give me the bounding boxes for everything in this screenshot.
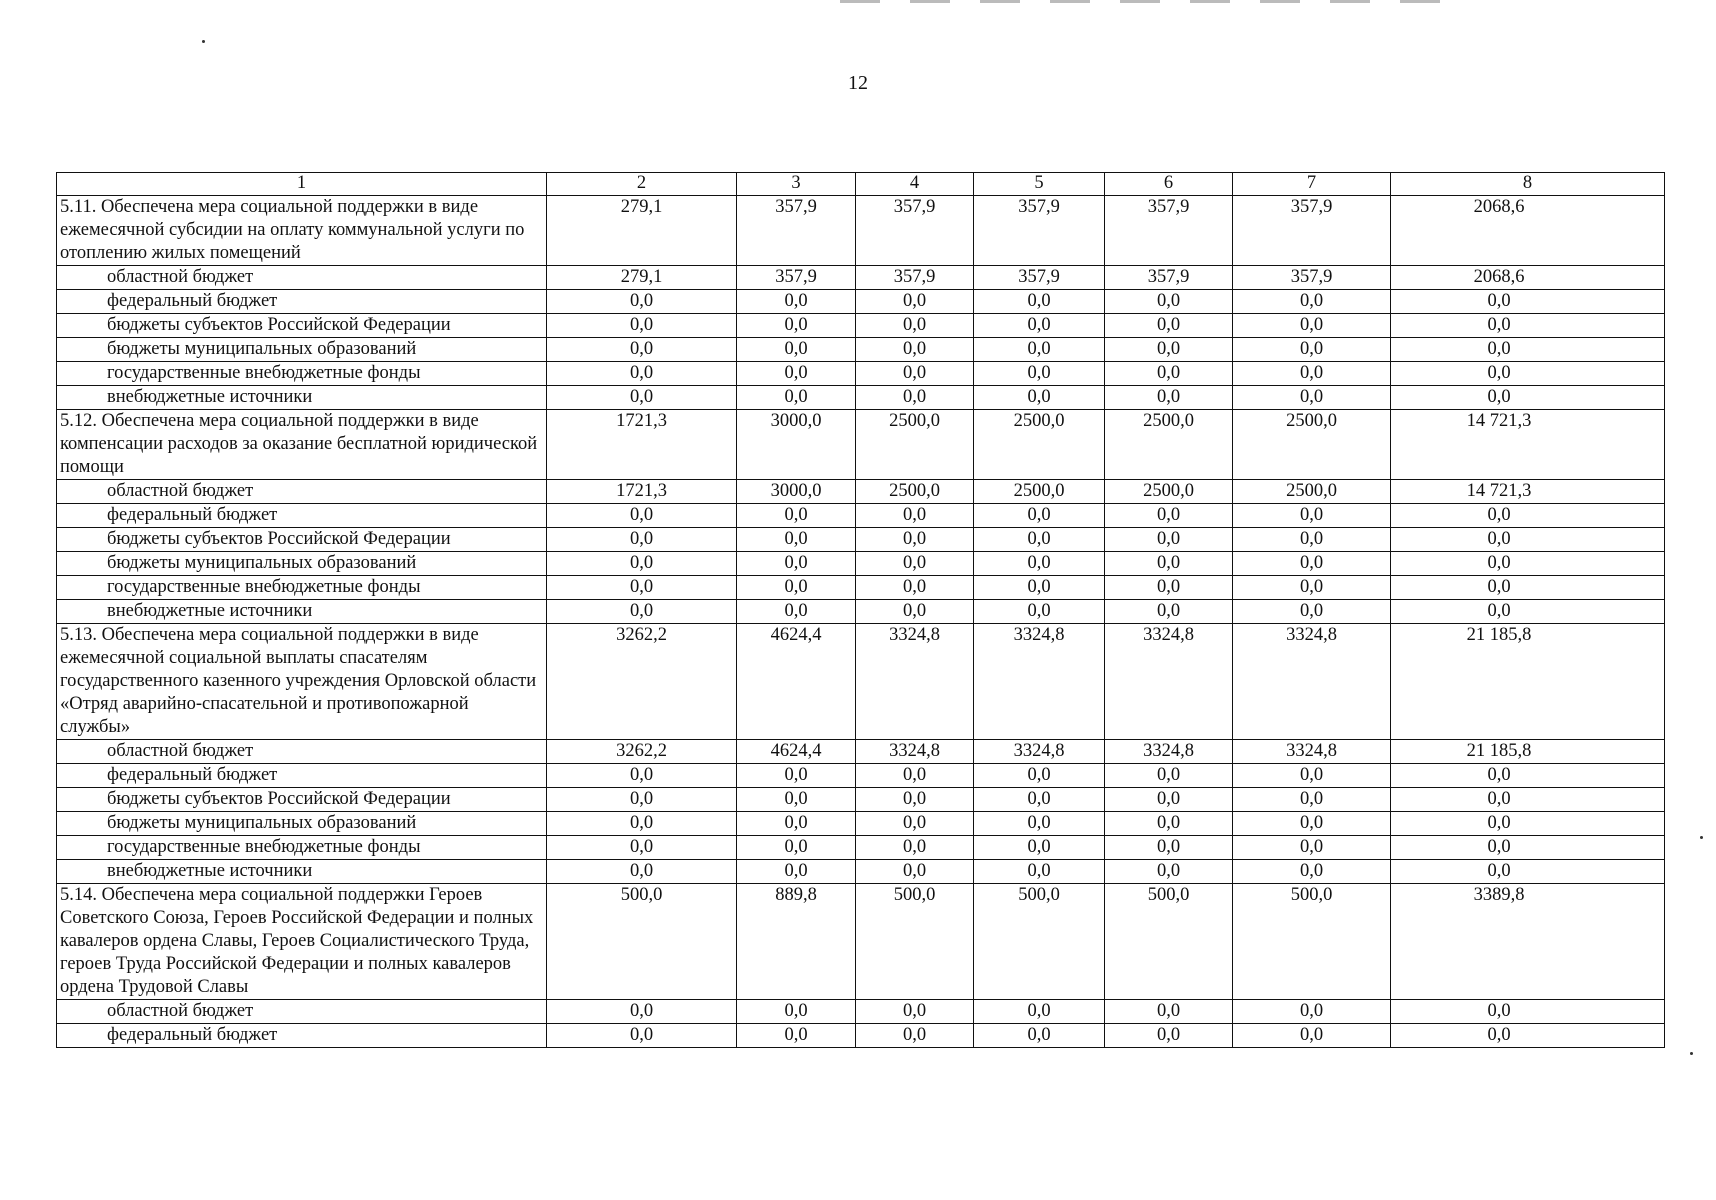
column-header: 2 <box>547 173 737 196</box>
table-cell-value: 3262,2 <box>547 624 737 740</box>
table-cell-value: 0,0 <box>1105 836 1233 860</box>
budget-source-label: областной бюджет <box>57 480 547 504</box>
table-cell-value: 0,0 <box>547 338 737 362</box>
table-cell-value: 0,0 <box>974 600 1105 624</box>
page-number: 12 <box>848 72 868 94</box>
table-cell-value: 0,0 <box>547 764 737 788</box>
budget-source-label: бюджеты субъектов Российской Федерации <box>57 788 547 812</box>
table-cell-value: 0,0 <box>1105 552 1233 576</box>
budget-source-label: областной бюджет <box>57 266 547 290</box>
table-cell-value: 0,0 <box>737 552 856 576</box>
table-cell-value: 0,0 <box>737 764 856 788</box>
table-cell-value: 0,0 <box>547 576 737 600</box>
table-cell-value: 0,0 <box>1391 1024 1665 1048</box>
table-cell-value: 2500,0 <box>1105 410 1233 480</box>
table-cell-value: 500,0 <box>547 884 737 1000</box>
table-cell-value: 0,0 <box>974 528 1105 552</box>
table-cell-value: 0,0 <box>1105 812 1233 836</box>
table-cell-value: 0,0 <box>737 600 856 624</box>
table-cell-value: 0,0 <box>1233 290 1391 314</box>
table-cell-value: 0,0 <box>974 812 1105 836</box>
budget-source-label: государственные внебюджетные фонды <box>57 576 547 600</box>
table-cell-value: 0,0 <box>1391 860 1665 884</box>
table-row-budget-source <box>57 812 1665 836</box>
table-cell-value: 500,0 <box>974 884 1105 1000</box>
budget-table <box>56 172 1665 1048</box>
table-cell-value: 0,0 <box>974 1024 1105 1048</box>
table-cell-value: 0,0 <box>974 386 1105 410</box>
table-cell-value: 0,0 <box>1233 362 1391 386</box>
table-row-budget-source <box>57 836 1665 860</box>
table-cell-value: 0,0 <box>1233 836 1391 860</box>
table-cell-value: 0,0 <box>737 1000 856 1024</box>
table-cell-value: 21 185,8 <box>1391 624 1665 740</box>
table-cell-value: 3324,8 <box>856 624 974 740</box>
table-cell-value: 0,0 <box>737 338 856 362</box>
table-cell-value: 0,0 <box>1391 528 1665 552</box>
table-cell-value: 3324,8 <box>1233 624 1391 740</box>
table-cell-value: 0,0 <box>1233 386 1391 410</box>
table-row-budget-source <box>57 504 1665 528</box>
table-cell-value: 0,0 <box>547 314 737 338</box>
table-cell-value: 0,0 <box>1233 528 1391 552</box>
table-cell-value: 0,0 <box>1233 764 1391 788</box>
table-cell-value: 0,0 <box>1391 600 1665 624</box>
table-cell-value: 0,0 <box>1391 1000 1665 1024</box>
table-cell-value: 0,0 <box>1105 600 1233 624</box>
column-header: 4 <box>856 173 974 196</box>
budget-source-label: государственные внебюджетные фонды <box>57 362 547 386</box>
budget-source-label: бюджеты муниципальных образований <box>57 338 547 362</box>
budget-source-label: бюджеты муниципальных образований <box>57 812 547 836</box>
table-cell-value: 0,0 <box>737 576 856 600</box>
table-cell-value: 0,0 <box>1105 1000 1233 1024</box>
table-cell-value: 0,0 <box>737 788 856 812</box>
table-cell-value: 0,0 <box>547 1024 737 1048</box>
table-cell-value: 0,0 <box>547 386 737 410</box>
table-cell-value: 0,0 <box>856 788 974 812</box>
table-cell-value: 357,9 <box>974 266 1105 290</box>
table-cell-value: 3000,0 <box>737 480 856 504</box>
table-cell-value: 500,0 <box>856 884 974 1000</box>
budget-source-label: федеральный бюджет <box>57 290 547 314</box>
table-cell-value: 0,0 <box>974 788 1105 812</box>
table-cell-value: 0,0 <box>974 764 1105 788</box>
table-cell-value: 0,0 <box>1391 788 1665 812</box>
table-cell-value: 0,0 <box>1233 600 1391 624</box>
table-cell-value: 0,0 <box>1105 314 1233 338</box>
table-cell-value: 357,9 <box>1105 196 1233 266</box>
budget-source-label: внебюджетные источники <box>57 600 547 624</box>
table-row-budget-source <box>57 860 1665 884</box>
table-cell-value: 3262,2 <box>547 740 737 764</box>
table-cell-value: 0,0 <box>1391 576 1665 600</box>
table-cell-value: 0,0 <box>1105 386 1233 410</box>
table-cell-value: 0,0 <box>856 338 974 362</box>
table-cell-value: 0,0 <box>856 764 974 788</box>
scan-artifact <box>202 40 205 43</box>
table-cell-value: 0,0 <box>547 362 737 386</box>
table-cell-value: 357,9 <box>974 196 1105 266</box>
table-cell-value: 0,0 <box>547 836 737 860</box>
table-cell-value: 1721,3 <box>547 480 737 504</box>
table-row-measure <box>57 410 1665 480</box>
scan-artifact <box>840 0 1440 3</box>
table-cell-value: 0,0 <box>1233 1024 1391 1048</box>
table-cell-value: 357,9 <box>1233 266 1391 290</box>
table-cell-value: 0,0 <box>547 504 737 528</box>
table-row-budget-source <box>57 740 1665 764</box>
table-row-measure <box>57 884 1665 1000</box>
table-cell-value: 0,0 <box>1391 290 1665 314</box>
table-cell-value: 0,0 <box>856 528 974 552</box>
table-cell-value: 0,0 <box>1105 1024 1233 1048</box>
table-row-measure <box>57 624 1665 740</box>
table-cell-value: 4624,4 <box>737 740 856 764</box>
table-cell-value: 0,0 <box>856 812 974 836</box>
table-cell-value: 3324,8 <box>974 624 1105 740</box>
column-header: 6 <box>1105 173 1233 196</box>
table-cell-value: 0,0 <box>1105 860 1233 884</box>
budget-source-label: бюджеты субъектов Российской Федерации <box>57 528 547 552</box>
scan-artifact <box>1690 1052 1693 1055</box>
table-row-budget-source <box>57 362 1665 386</box>
table-cell-value: 0,0 <box>1105 764 1233 788</box>
table-cell-value: 0,0 <box>856 552 974 576</box>
table-cell-value: 0,0 <box>737 812 856 836</box>
table-cell-value: 2068,6 <box>1391 266 1665 290</box>
table-cell-value: 0,0 <box>1233 788 1391 812</box>
table-cell-value: 0,0 <box>737 860 856 884</box>
table-cell-value: 0,0 <box>547 552 737 576</box>
budget-source-label: федеральный бюджет <box>57 504 547 528</box>
table-cell-value: 0,0 <box>1233 576 1391 600</box>
measure-description: 5.12. Обеспечена мера социальной поддержки в виде компенсации расходов за оказание бесплатной юридической помощи <box>57 410 547 480</box>
budget-source-label: областной бюджет <box>57 1000 547 1024</box>
budget-source-label: федеральный бюджет <box>57 764 547 788</box>
table-cell-value: 0,0 <box>737 504 856 528</box>
table-cell-value: 3324,8 <box>1105 740 1233 764</box>
table-cell-value: 0,0 <box>856 1000 974 1024</box>
column-header: 5 <box>974 173 1105 196</box>
budget-source-label: бюджеты муниципальных образований <box>57 552 547 576</box>
table-cell-value: 0,0 <box>856 860 974 884</box>
table-cell-value: 0,0 <box>547 1000 737 1024</box>
table-cell-value: 0,0 <box>1391 836 1665 860</box>
table-cell-value: 0,0 <box>974 552 1105 576</box>
table-row-measure <box>57 196 1665 266</box>
table-cell-value: 0,0 <box>547 528 737 552</box>
table-cell-value: 0,0 <box>547 860 737 884</box>
table-row-budget-source <box>57 338 1665 362</box>
table-cell-value: 0,0 <box>974 504 1105 528</box>
table-cell-value: 0,0 <box>1391 338 1665 362</box>
table-cell-value: 0,0 <box>1233 860 1391 884</box>
table-cell-value: 0,0 <box>1105 362 1233 386</box>
table-row-budget-source <box>57 290 1665 314</box>
column-header: 1 <box>57 173 547 196</box>
table-cell-value: 0,0 <box>856 1024 974 1048</box>
budget-source-label: внебюджетные источники <box>57 386 547 410</box>
table-cell-value: 3389,8 <box>1391 884 1665 1000</box>
table-cell-value: 0,0 <box>1233 504 1391 528</box>
table-cell-value: 0,0 <box>974 338 1105 362</box>
measure-description: 5.14. Обеспечена мера социальной поддержки Героев Советского Союза, Героев Российской Федерации и полных кавалеров ордена Славы, Героев Социалистического Труда, героев Труда Российской Федерации и полных кавалеров ордена Трудовой Славы <box>57 884 547 1000</box>
table-cell-value: 4624,4 <box>737 624 856 740</box>
table-cell-value: 0,0 <box>737 1024 856 1048</box>
table-cell-value: 0,0 <box>737 362 856 386</box>
table-cell-value: 0,0 <box>856 836 974 860</box>
table-cell-value: 3000,0 <box>737 410 856 480</box>
table-cell-value: 357,9 <box>1233 196 1391 266</box>
table-row-budget-source <box>57 1000 1665 1024</box>
table-cell-value: 2500,0 <box>856 410 974 480</box>
table-row-budget-source <box>57 314 1665 338</box>
measure-description: 5.13. Обеспечена мера социальной поддержки в виде ежемесячной социальной выплаты спасателям государственного казенного учреждения Орловской области «Отряд аварийно-спасательной и противопожарной службы» <box>57 624 547 740</box>
table-cell-value: 0,0 <box>737 314 856 338</box>
table-header-row <box>57 173 1665 196</box>
table-cell-value: 0,0 <box>1105 338 1233 362</box>
table-cell-value: 0,0 <box>1233 338 1391 362</box>
table-cell-value: 357,9 <box>1105 266 1233 290</box>
table-cell-value: 0,0 <box>974 836 1105 860</box>
table-cell-value: 0,0 <box>1391 386 1665 410</box>
table-cell-value: 0,0 <box>856 290 974 314</box>
table-cell-value: 0,0 <box>856 600 974 624</box>
table-cell-value: 0,0 <box>974 362 1105 386</box>
table-cell-value: 0,0 <box>1391 504 1665 528</box>
table-cell-value: 357,9 <box>737 266 856 290</box>
budget-source-label: федеральный бюджет <box>57 1024 547 1048</box>
table-cell-value: 2500,0 <box>974 480 1105 504</box>
table-cell-value: 500,0 <box>1233 884 1391 1000</box>
table-cell-value: 0,0 <box>1105 528 1233 552</box>
table-cell-value: 0,0 <box>1105 576 1233 600</box>
budget-source-label: внебюджетные источники <box>57 860 547 884</box>
table-cell-value: 0,0 <box>1233 812 1391 836</box>
table-cell-value: 0,0 <box>856 386 974 410</box>
table-row-budget-source <box>57 480 1665 504</box>
table-cell-value: 0,0 <box>737 836 856 860</box>
table-cell-value: 0,0 <box>974 1000 1105 1024</box>
column-header: 3 <box>737 173 856 196</box>
table-cell-value: 3324,8 <box>974 740 1105 764</box>
table-cell-value: 0,0 <box>1233 314 1391 338</box>
table-cell-value: 3324,8 <box>1233 740 1391 764</box>
table-cell-value: 0,0 <box>737 386 856 410</box>
table-row-budget-source <box>57 386 1665 410</box>
table-row-budget-source <box>57 552 1665 576</box>
table-cell-value: 0,0 <box>547 600 737 624</box>
column-header: 8 <box>1391 173 1665 196</box>
table-cell-value: 357,9 <box>856 266 974 290</box>
budget-source-label: областной бюджет <box>57 740 547 764</box>
table-cell-value: 279,1 <box>547 266 737 290</box>
table-row-budget-source <box>57 1024 1665 1048</box>
table-row-budget-source <box>57 528 1665 552</box>
table-cell-value: 0,0 <box>856 362 974 386</box>
table-cell-value: 0,0 <box>1233 552 1391 576</box>
table-cell-value: 0,0 <box>737 290 856 314</box>
table-cell-value: 0,0 <box>856 576 974 600</box>
table-cell-value: 0,0 <box>974 576 1105 600</box>
table-row-budget-source <box>57 576 1665 600</box>
table-cell-value: 0,0 <box>1105 290 1233 314</box>
table-cell-value: 1721,3 <box>547 410 737 480</box>
table-cell-value: 0,0 <box>547 812 737 836</box>
measure-description: 5.11. Обеспечена мера социальной поддержки в виде ежемесячной субсидии на оплату коммунальной услуги по отоплению жилых помещений <box>57 196 547 266</box>
table-cell-value: 2500,0 <box>1105 480 1233 504</box>
table-cell-value: 889,8 <box>737 884 856 1000</box>
table-cell-value: 2500,0 <box>1233 480 1391 504</box>
table-row-budget-source <box>57 600 1665 624</box>
table-cell-value: 279,1 <box>547 196 737 266</box>
column-header: 7 <box>1233 173 1391 196</box>
table-cell-value: 0,0 <box>1391 552 1665 576</box>
budget-source-label: государственные внебюджетные фонды <box>57 836 547 860</box>
table-cell-value: 14 721,3 <box>1391 480 1665 504</box>
table-body <box>57 173 1665 1048</box>
table-cell-value: 0,0 <box>856 504 974 528</box>
table-cell-value: 0,0 <box>856 314 974 338</box>
table-row-budget-source <box>57 266 1665 290</box>
table-cell-value: 2500,0 <box>856 480 974 504</box>
table-cell-value: 0,0 <box>1105 504 1233 528</box>
table-cell-value: 3324,8 <box>1105 624 1233 740</box>
table-row-budget-source <box>57 764 1665 788</box>
scan-artifact <box>1700 836 1703 839</box>
table-cell-value: 500,0 <box>1105 884 1233 1000</box>
table-cell-value: 0,0 <box>974 860 1105 884</box>
table-cell-value: 2500,0 <box>1233 410 1391 480</box>
table-cell-value: 0,0 <box>1233 1000 1391 1024</box>
budget-source-label: бюджеты субъектов Российской Федерации <box>57 314 547 338</box>
table-cell-value: 14 721,3 <box>1391 410 1665 480</box>
table-cell-value: 0,0 <box>1391 812 1665 836</box>
table-cell-value: 0,0 <box>1391 314 1665 338</box>
table-cell-value: 3324,8 <box>856 740 974 764</box>
table-cell-value: 2500,0 <box>974 410 1105 480</box>
table-cell-value: 357,9 <box>737 196 856 266</box>
table-cell-value: 0,0 <box>1391 362 1665 386</box>
table-cell-value: 21 185,8 <box>1391 740 1665 764</box>
table-cell-value: 2068,6 <box>1391 196 1665 266</box>
table-cell-value: 0,0 <box>1391 764 1665 788</box>
table-cell-value: 357,9 <box>856 196 974 266</box>
table-cell-value: 0,0 <box>974 314 1105 338</box>
table-row-budget-source <box>57 788 1665 812</box>
table-cell-value: 0,0 <box>737 528 856 552</box>
table-cell-value: 0,0 <box>547 788 737 812</box>
table-cell-value: 0,0 <box>974 290 1105 314</box>
table-cell-value: 0,0 <box>1105 788 1233 812</box>
table-cell-value: 0,0 <box>547 290 737 314</box>
